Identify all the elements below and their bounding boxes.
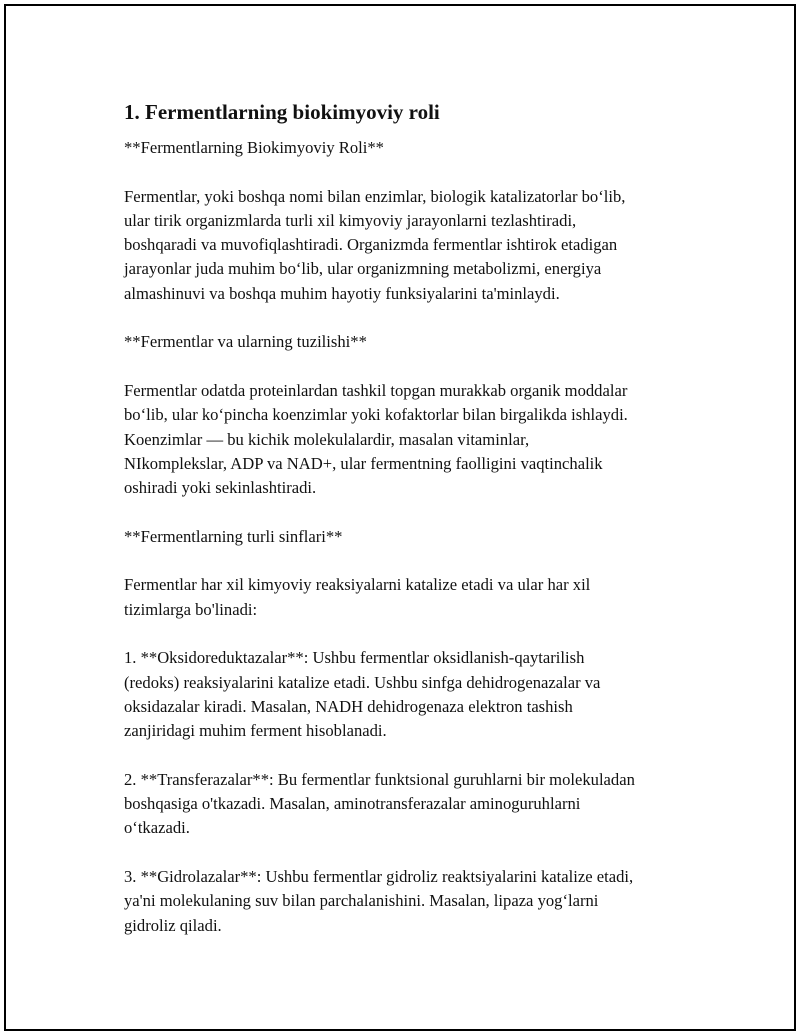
document-body (124, 136, 704, 938)
text-line: NIkomplekslar, ADP va NAD+, ular fermentning faolligini vaqtinchalik (124, 453, 603, 473)
text-line: (redoks) reaksiyalarini katalize etadi. Ushbu sinfga dehidrogenazalar va (124, 672, 601, 692)
text-line: oshiradi yoki sekinlashtiradi. (124, 478, 317, 498)
text-line: tizimlarga bo'linadi: (124, 599, 258, 619)
paragraph (124, 573, 704, 622)
text-line: bo‘lib, ular ko‘pincha koenzimlar yoki kofaktorlar bilan birgalikda ishlaydi. (124, 405, 628, 425)
text-line: zanjiridagi muhim ferment hisoblanadi. (124, 721, 387, 741)
text-line: 1. **Oksidoreduktazalar**: Ushbu fermentlar oksidlanish-qaytarilish (124, 648, 585, 668)
text-line: almashinuvi va boshqa muhim hayotiy funksiyalarini ta'minlaydi. (124, 283, 560, 303)
text-line: boshqaradi va muvofiqlashtiradi. Organizmda fermentlar ishtirok etadigan (124, 235, 618, 255)
document-page (4, 4, 796, 1031)
text-line: jarayonlar juda muhim bo‘lib, ular organizmning metabolizmi, energiya (124, 259, 602, 279)
text-line: ular tirik organizmlarda turli xil kimyoviy jarayonlarni tezlashtiradi, (124, 210, 577, 230)
text-line: oksidazalar kiradi. Masalan, NADH dehidrogenaza elektron tashish (124, 696, 573, 716)
text-line: o‘tkazadi. (124, 818, 190, 838)
document-content (124, 98, 704, 962)
paragraph (124, 646, 704, 743)
text-line: gidroliz qiladi. (124, 915, 222, 935)
text-line: boshqasiga o'tkazadi. Masalan, aminotransferazalar aminoguruhlarni (124, 794, 581, 814)
text-line: **Fermentlarning Biokimyoviy Roli** (124, 138, 384, 157)
text-line: **Fermentlarning turli sinflari** (124, 526, 343, 546)
text-line: ya'ni molekulaning suv bilan parchalanishini. Masalan, lipaza yog‘larni (124, 891, 599, 911)
text-line: **Fermentlar va ularning tuzilishi** (124, 332, 367, 352)
text-line: 3. **Gidrolazalar**: Ushbu fermentlar gidroliz reaktsiyalarini katalize etadi, (124, 866, 634, 886)
paragraph (124, 185, 704, 306)
paragraph (124, 525, 704, 549)
paragraph (124, 865, 704, 938)
paragraph (124, 768, 704, 841)
text-line: Fermentlar har xil kimyoviy reaksiyalarni katalize etadi va ular har xil (124, 575, 591, 595)
document-title: 1. Fermentlarning biokimyoviy roli (124, 100, 440, 124)
paragraph (124, 136, 704, 160)
text-line: Fermentlar, yoki boshqa nomi bilan enzimlar, biologik katalizatorlar bo‘lib, (124, 186, 626, 206)
text-line: Fermentlar odatda proteinlardan tashkil topgan murakkab organik moddalar (124, 380, 628, 400)
paragraph (124, 330, 704, 354)
text-line: 2. **Transferazalar**: Bu fermentlar funktsional guruhlarni bir molekuladan (124, 769, 635, 789)
paragraph (124, 379, 704, 500)
text-line: Koenzimlar — bu kichik molekulalardir, masalan vitaminlar, (124, 429, 530, 449)
